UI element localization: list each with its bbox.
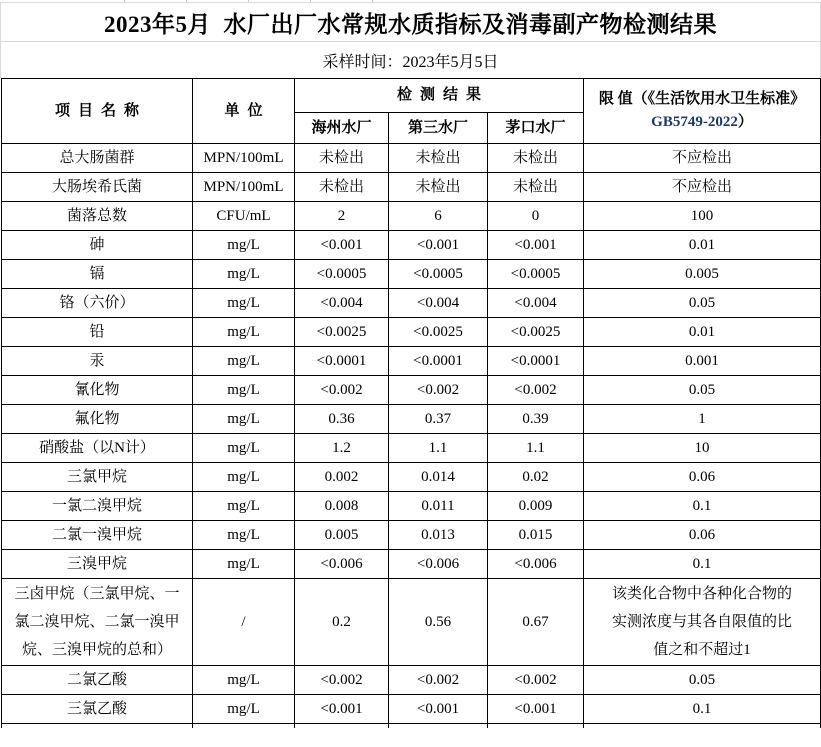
limit-cell bbox=[584, 724, 821, 728]
haizhou-result-cell: 未检出 bbox=[295, 144, 389, 173]
table-row bbox=[2, 318, 821, 347]
haizhou-result-cell: <0.0001 bbox=[295, 347, 389, 376]
item-name-cell: 一氯二溴甲烷 bbox=[2, 492, 193, 521]
unit-cell: mg/L bbox=[193, 434, 295, 463]
unit-cell: MPN/100mL bbox=[193, 144, 295, 173]
maokou-result-cell: <0.0005 bbox=[488, 260, 584, 289]
maokou-result-cell: 0.02 bbox=[488, 463, 584, 492]
maokou-result-cell: 0.015 bbox=[488, 521, 584, 550]
haizhou-result-cell: <0.002 bbox=[295, 376, 389, 405]
item-name-cell: 汞 bbox=[2, 347, 193, 376]
item-name-cell bbox=[2, 724, 193, 728]
unit-cell: mg/L bbox=[193, 289, 295, 318]
unit-cell: mg/L bbox=[193, 376, 295, 405]
maokou-result-cell: 0.39 bbox=[488, 405, 584, 434]
maokou-result-cell: <0.0025 bbox=[488, 318, 584, 347]
maokou-result-cell: <0.002 bbox=[488, 376, 584, 405]
third-plant-result-cell: <0.0001 bbox=[389, 347, 488, 376]
maokou-result-cell: <0.002 bbox=[488, 666, 584, 695]
maokou-result-cell: 未检出 bbox=[488, 144, 584, 173]
sampling-time: 采样时间：2023年5月5日 bbox=[322, 53, 499, 71]
table-row bbox=[2, 463, 821, 492]
water-quality-table bbox=[1, 78, 821, 728]
maokou-result-cell: <0.001 bbox=[488, 695, 584, 724]
table-row bbox=[2, 521, 821, 550]
limit-cell: 0.1 bbox=[584, 550, 821, 579]
unit-cell: mg/L bbox=[193, 550, 295, 579]
item-name-cell: 铬（六价） bbox=[2, 289, 193, 318]
unit-cell: mg/L bbox=[193, 492, 295, 521]
item-name-cell: 砷 bbox=[2, 231, 193, 260]
haizhou-result-cell: 0.008 bbox=[295, 492, 389, 521]
third-plant-result-cell: <0.001 bbox=[389, 695, 488, 724]
partial-clipped-row bbox=[2, 724, 821, 728]
table-row bbox=[2, 434, 821, 463]
haizhou-result-cell: <0.001 bbox=[295, 695, 389, 724]
limit-cell: 0.05 bbox=[584, 666, 821, 695]
page-title: 2023年5月 水厂出厂水常规水质指标及消毒副产物检测结果 bbox=[1, 2, 820, 42]
unit-cell: MPN/100mL bbox=[193, 173, 295, 202]
limit-cell: 0.05 bbox=[584, 376, 821, 405]
haizhou-result-cell: 2 bbox=[295, 202, 389, 231]
third-plant-result-cell: 0.011 bbox=[389, 492, 488, 521]
gridline-stub bbox=[372, 0, 373, 2]
unit-cell: mg/L bbox=[193, 231, 295, 260]
third-plant-result-cell: <0.006 bbox=[389, 550, 488, 579]
item-name-cell: 二氯乙酸 bbox=[2, 666, 193, 695]
item-name-cell: 三氯甲烷 bbox=[2, 463, 193, 492]
unit-cell: mg/L bbox=[193, 521, 295, 550]
table-row bbox=[2, 492, 821, 521]
haizhou-result-cell: 未检出 bbox=[295, 173, 389, 202]
limit-cell: 0.06 bbox=[584, 463, 821, 492]
table-row bbox=[2, 231, 821, 260]
third-plant-result-cell: 0.37 bbox=[389, 405, 488, 434]
third-plant-result-cell: 6 bbox=[389, 202, 488, 231]
third-plant-result-cell: <0.0005 bbox=[389, 260, 488, 289]
haizhou-result-cell: <0.0025 bbox=[295, 318, 389, 347]
limit-header-suffix: ） bbox=[737, 114, 753, 130]
table-row bbox=[2, 144, 821, 173]
third-plant-result-cell: <0.002 bbox=[389, 666, 488, 695]
limit-cell: 0.001 bbox=[584, 347, 821, 376]
unit-cell: / bbox=[193, 579, 295, 666]
item-name-cell: 总大肠菌群 bbox=[2, 144, 193, 173]
header-row-1 bbox=[2, 79, 821, 113]
haizhou-result-cell bbox=[295, 724, 389, 728]
unit-cell: mg/L bbox=[193, 318, 295, 347]
item-name-cell: 三溴甲烷 bbox=[2, 550, 193, 579]
limit-header-text bbox=[588, 88, 816, 134]
third-plant-result-cell: <0.004 bbox=[389, 289, 488, 318]
item-name-cell: 三氯乙酸 bbox=[2, 695, 193, 724]
gridline-stub bbox=[186, 0, 187, 2]
limit-cell: 0.06 bbox=[584, 521, 821, 550]
third-plant-result-cell: 1.1 bbox=[389, 434, 488, 463]
limit-cell: 0.005 bbox=[584, 260, 821, 289]
limit-note-text: 该类化合物中各种化合物的实测浓度与其各自限值的比值之和不超过1 bbox=[611, 586, 792, 658]
third-plant-result-cell: <0.001 bbox=[389, 231, 488, 260]
maokou-result-cell: <0.001 bbox=[488, 231, 584, 260]
table-row bbox=[2, 376, 821, 405]
table-row-trihalomethanes bbox=[2, 579, 821, 666]
item-name-cell: 大肠埃希氏菌 bbox=[2, 173, 193, 202]
haizhou-result-cell: <0.001 bbox=[295, 231, 389, 260]
limit-cell: 1 bbox=[584, 405, 821, 434]
item-name-cell: 菌落总数 bbox=[2, 202, 193, 231]
limit-cell: 0.01 bbox=[584, 318, 821, 347]
unit-cell: mg/L bbox=[193, 260, 295, 289]
maokou-result-cell: <0.0001 bbox=[488, 347, 584, 376]
maokou-result-cell: 0 bbox=[488, 202, 584, 231]
standard-code: GB5749-2022 bbox=[651, 114, 738, 130]
limit-header-prefix: 限 值（《生活饮用水卫生标准》 bbox=[598, 91, 806, 107]
haizhou-result-cell: 0.002 bbox=[295, 463, 389, 492]
maokou-result-cell: 0.67 bbox=[488, 579, 584, 666]
limit-cell: 0.1 bbox=[584, 695, 821, 724]
table-row bbox=[2, 289, 821, 318]
limit-cell: 0.1 bbox=[584, 492, 821, 521]
limit-cell: 100 bbox=[584, 202, 821, 231]
unit-cell: mg/L bbox=[193, 347, 295, 376]
table-row bbox=[2, 695, 821, 724]
limit-cell: 不应检出 bbox=[584, 173, 821, 202]
table-row bbox=[2, 550, 821, 579]
table-body bbox=[2, 144, 821, 728]
header-plant-maokou: 茅口水厂 bbox=[488, 113, 584, 144]
table-row bbox=[2, 202, 821, 231]
limit-cell: 0.01 bbox=[584, 231, 821, 260]
haizhou-result-cell: 0.36 bbox=[295, 405, 389, 434]
table-row bbox=[2, 405, 821, 434]
header-unit: 单位 bbox=[193, 79, 295, 144]
haizhou-result-cell: 1.2 bbox=[295, 434, 389, 463]
item-name-cell: 硝酸盐（以N计） bbox=[2, 434, 193, 463]
item-name-cell: 铅 bbox=[2, 318, 193, 347]
gridline-stub bbox=[310, 0, 311, 2]
header-plant-haizhou: 海州水厂 bbox=[295, 113, 389, 144]
limit-cell: 10 bbox=[584, 434, 821, 463]
third-plant-result-cell: 0.014 bbox=[389, 463, 488, 492]
header-limit bbox=[584, 79, 821, 144]
unit-cell: mg/L bbox=[193, 405, 295, 434]
haizhou-result-cell: <0.0005 bbox=[295, 260, 389, 289]
haizhou-result-cell: 0.2 bbox=[295, 579, 389, 666]
item-name-cell: 氰化物 bbox=[2, 376, 193, 405]
maokou-result-cell bbox=[488, 724, 584, 728]
unit-cell: mg/L bbox=[193, 666, 295, 695]
header-plant-third: 第三水厂 bbox=[389, 113, 488, 144]
maokou-result-cell: <0.004 bbox=[488, 289, 584, 318]
header-test-results: 检测结果 bbox=[295, 79, 584, 113]
item-name-cell bbox=[2, 579, 193, 666]
third-plant-result-cell: 未检出 bbox=[389, 173, 488, 202]
item-name-cell: 镉 bbox=[2, 260, 193, 289]
maokou-result-cell: 1.1 bbox=[488, 434, 584, 463]
third-plant-result-cell: 0.013 bbox=[389, 521, 488, 550]
limit-cell: 不应检出 bbox=[584, 144, 821, 173]
report-header-block bbox=[0, 2, 821, 78]
table-row bbox=[2, 260, 821, 289]
unit-cell: mg/L bbox=[193, 695, 295, 724]
spreadsheet-gridline-strip bbox=[0, 0, 821, 2]
third-plant-result-cell: 0.56 bbox=[389, 579, 488, 666]
maokou-result-cell: 0.009 bbox=[488, 492, 584, 521]
table-header bbox=[2, 79, 821, 144]
item-name-cell: 二氯一溴甲烷 bbox=[2, 521, 193, 550]
third-plant-result-cell: <0.002 bbox=[389, 376, 488, 405]
unit-cell: mg/L bbox=[193, 463, 295, 492]
gridline-stub bbox=[248, 0, 249, 2]
table-row bbox=[2, 173, 821, 202]
header-item-name: 项目名称 bbox=[2, 79, 193, 144]
haizhou-result-cell: <0.004 bbox=[295, 289, 389, 318]
haizhou-result-cell: <0.002 bbox=[295, 666, 389, 695]
third-plant-result-cell bbox=[389, 724, 488, 728]
gridline-stub bbox=[124, 0, 125, 2]
maokou-result-cell: <0.006 bbox=[488, 550, 584, 579]
table-row bbox=[2, 347, 821, 376]
haizhou-result-cell: 0.005 bbox=[295, 521, 389, 550]
limit-cell: 0.05 bbox=[584, 289, 821, 318]
limit-cell bbox=[584, 579, 821, 666]
unit-cell: CFU/mL bbox=[193, 202, 295, 231]
third-plant-result-cell: 未检出 bbox=[389, 144, 488, 173]
third-plant-result-cell: <0.0025 bbox=[389, 318, 488, 347]
maokou-result-cell: 未检出 bbox=[488, 173, 584, 202]
haizhou-result-cell: <0.006 bbox=[295, 550, 389, 579]
table-row bbox=[2, 666, 821, 695]
item-name-text: 三卤甲烷（三氯甲烷、一氯二溴甲烷、二氯一溴甲烷、三溴甲烷的总和） bbox=[14, 586, 180, 658]
unit-cell bbox=[193, 724, 295, 728]
item-name-cell: 氟化物 bbox=[2, 405, 193, 434]
